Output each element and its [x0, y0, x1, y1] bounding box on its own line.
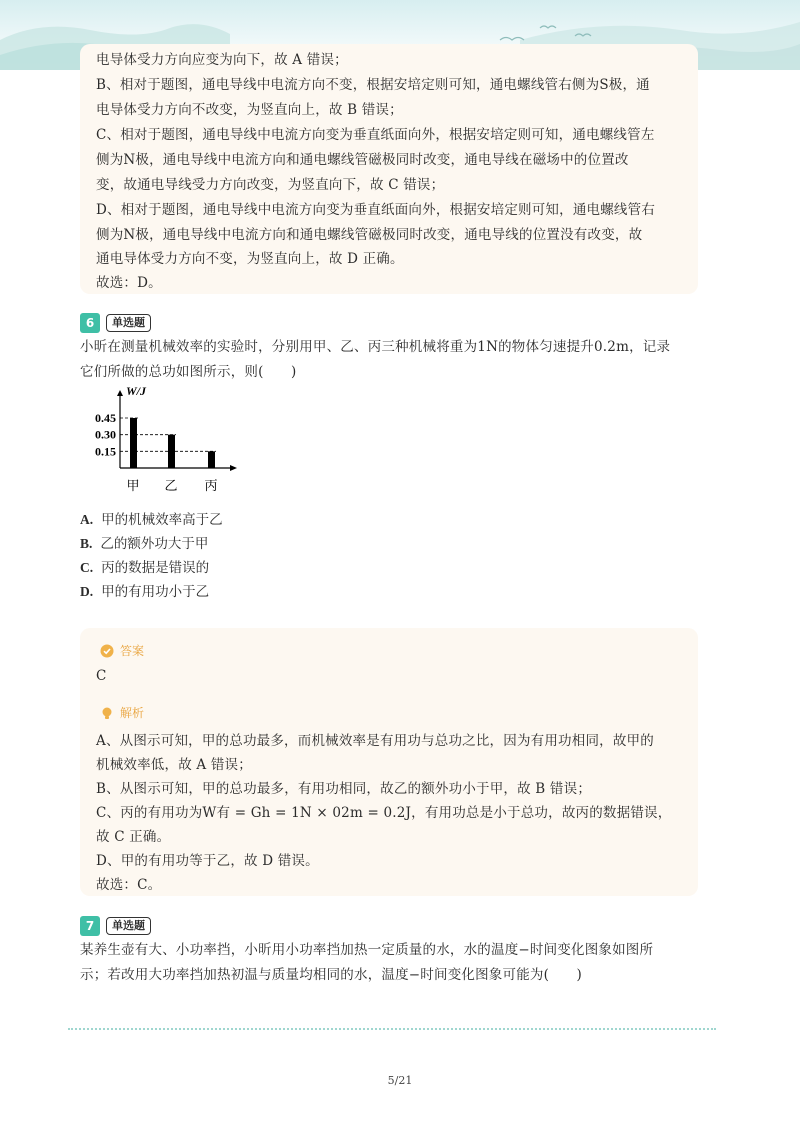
- lightbulb-icon: [100, 706, 114, 720]
- q5-line: C、相对于题图，通电导线中电流方向变为垂直纸面向外，根据安培定则可知，通电螺线管左: [96, 127, 655, 143]
- answer-value: C: [96, 668, 107, 684]
- q5-line: D、相对于题图，通电导线中电流方向变为垂直纸面向外，根据安培定则可知，通电螺线管右: [96, 202, 656, 218]
- bar: [130, 418, 137, 468]
- analysis-line: 机械效率低，故 A 错误；: [96, 757, 252, 773]
- q5-line: 通电导体受力方向不变，为竖直向上，故 D 正确。: [96, 251, 404, 267]
- option-text: 甲的机械效率高于乙: [101, 512, 223, 528]
- question-number: 6: [80, 313, 100, 333]
- q6-stem: 它们所做的总功如图所示，则( ): [80, 364, 297, 380]
- option-d[interactable]: [80, 580, 209, 600]
- x-tick-label: 乙: [164, 478, 178, 493]
- q7-stem: 某养生壶有大、小功率挡，小昕用小功率挡加热一定质量的水，水的温度−时间变化图象如图所: [80, 942, 654, 958]
- check-circle-icon: [100, 644, 114, 658]
- option-text: 甲的有用功小于乙: [101, 584, 210, 600]
- q6-bar-chart: [80, 384, 250, 494]
- answer-label-text: 答案: [120, 644, 145, 658]
- q6-stem: 小昕在测量机械效率的实验时，分别用甲、乙、丙三种机械将重为1N的物体匀速提升0.2m，记录: [80, 339, 671, 355]
- q5-line: 故选：D。: [96, 275, 162, 291]
- option-text: 丙的数据是错误的: [101, 560, 210, 576]
- page-number: 5/21: [387, 1074, 413, 1087]
- analysis-label: [100, 704, 144, 721]
- bar: [208, 451, 215, 468]
- y-tick-label: 0.45: [95, 411, 116, 425]
- analysis-line: 故选：C。: [96, 877, 162, 893]
- q5-line: 侧为N极，通电导线中电流方向和通电螺线管磁极同时改变，通电导线在磁场中的位置改: [96, 152, 629, 168]
- q6-header: [80, 313, 151, 333]
- x-tick-label: 甲: [126, 478, 140, 493]
- footer-divider: [68, 1028, 716, 1030]
- answer-label: [100, 642, 144, 659]
- analysis-line: A、从图示可知，甲的总功最多，而机械效率是有用功与总功之比，因为有用功相同，故甲的: [96, 733, 654, 749]
- q5-line: 变，故通电导线受力方向改变，为竖直向下，故 C 错误；: [96, 177, 445, 193]
- analysis-label-text: 解析: [120, 706, 145, 720]
- q7-stem: 示；若改用大功率挡加热初温与质量均相同的水，温度−时间变化图象可能为( ): [80, 967, 582, 983]
- option-key: D.: [80, 584, 94, 599]
- q5-line: 电导体受力方向应变为向下，故 A 错误；: [96, 52, 348, 68]
- q7-header: [80, 916, 151, 936]
- y-tick-label: 0.15: [95, 444, 116, 459]
- option-a[interactable]: [80, 508, 223, 528]
- question-type-tag: 单选题: [106, 314, 151, 332]
- q5-line: B、相对于题图，通电导线中电流方向不变，根据安培定则可知，通电螺线管右侧为S极，通: [96, 77, 650, 93]
- q5-line: 电导体受力方向不改变，为竖直向上，故 B 错误；: [96, 102, 403, 118]
- q5-line: 侧为N极，通电导线中电流方向和通电螺线管磁极同时改变，通电导线的位置没有改变，故: [96, 227, 643, 243]
- chart-ylabel: W/J: [126, 384, 147, 398]
- option-text: 乙的额外功大于甲: [100, 536, 209, 552]
- option-key: B.: [80, 536, 93, 551]
- analysis-line: B、从图示可知，甲的总功最多，有用功相同，故乙的额外功小于甲，故 B 错误；: [96, 781, 592, 797]
- x-tick-label: 丙: [204, 478, 218, 493]
- analysis-line: 故 C 正确。: [96, 829, 171, 845]
- option-key: A.: [80, 512, 94, 527]
- analysis-line: C、丙的有用功为W有 = Gh = 1N × 02m = 0.2J，有用功总是小于总功，故丙的数据错误，: [96, 805, 672, 821]
- y-axis-arrow: [117, 390, 123, 396]
- x-axis-arrow: [230, 465, 237, 471]
- option-c[interactable]: [80, 556, 209, 576]
- y-tick-label: 0.30: [95, 427, 116, 442]
- option-key: C.: [80, 560, 94, 575]
- question-type-tag: 单选题: [106, 917, 151, 935]
- option-b[interactable]: [80, 532, 208, 552]
- analysis-line: D、甲的有用功等于乙，故 D 错误。: [96, 853, 319, 869]
- question-number: 7: [80, 916, 100, 936]
